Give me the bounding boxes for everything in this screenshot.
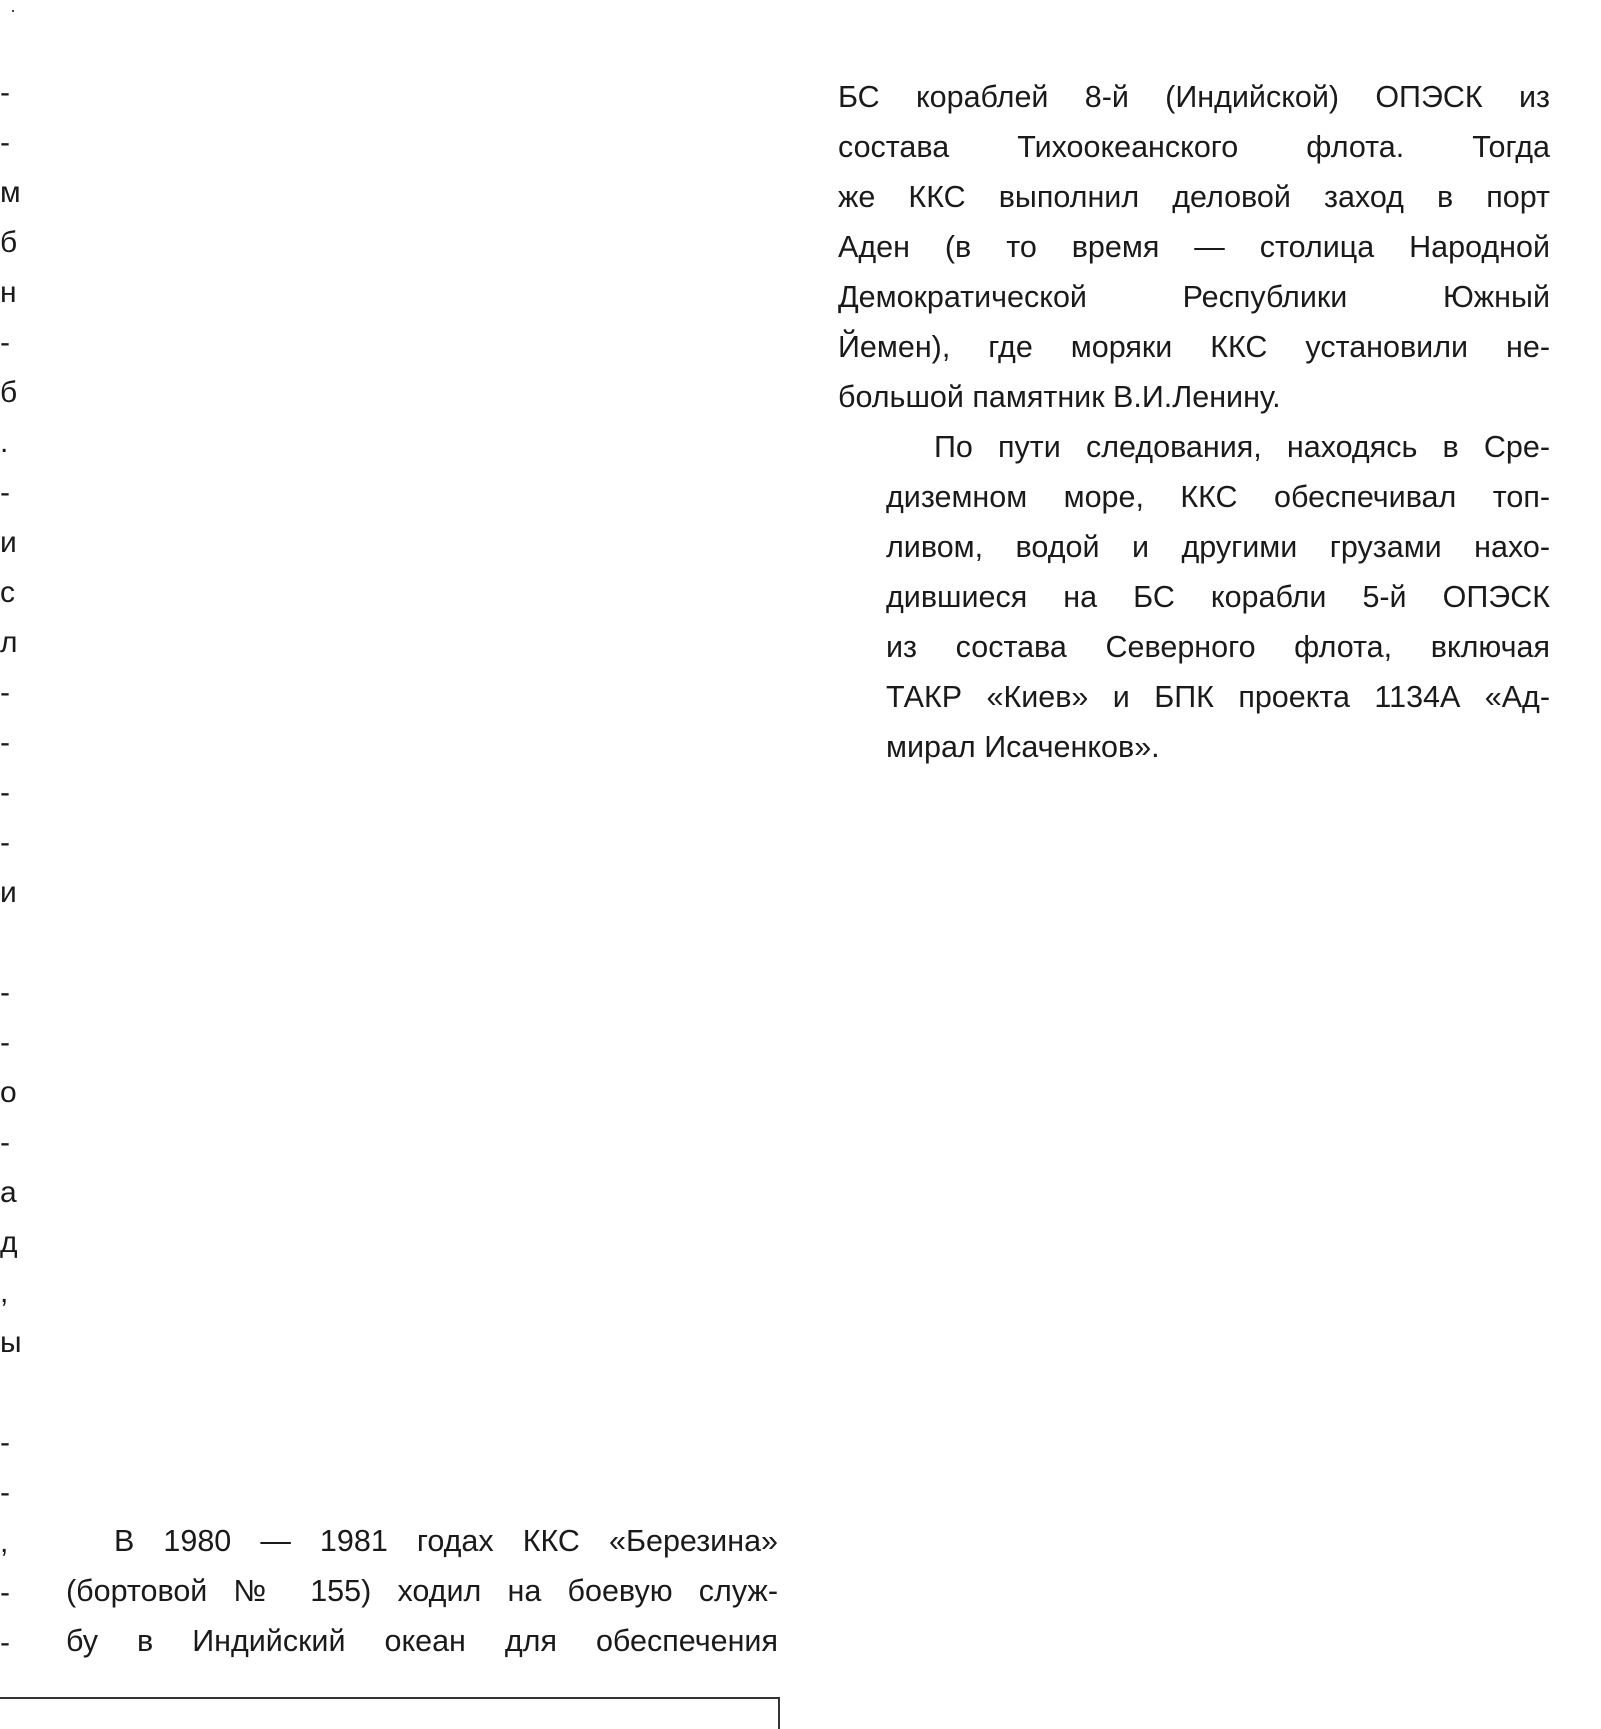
- right-text-column: [838, 72, 1550, 772]
- left-edge-fragment: -: [0, 76, 10, 109]
- left-edge-fragment: -: [0, 1126, 10, 1159]
- left-edge-fragment: а: [0, 1176, 17, 1209]
- left-edge-fragment: б: [0, 376, 18, 409]
- left-edge-fragment: -: [0, 476, 10, 509]
- left-edge-fragment: ,: [0, 1276, 9, 1309]
- left-edge-fragment: -: [0, 976, 10, 1009]
- left-edge-fragment: н: [0, 276, 17, 309]
- text-line: Йемен), где моряки ККС установили не-: [838, 330, 1550, 364]
- left-edge-fragment: -: [0, 826, 10, 859]
- left-edge-fragment: ы: [0, 1326, 22, 1359]
- text-line: Демократической Республики Южный: [838, 280, 1550, 314]
- text-line: БС кораблей 8-й (Индийской) ОПЭСК из: [838, 80, 1550, 114]
- text-line: По пути следования, находясь в Сре-: [934, 430, 1550, 464]
- text-line: Аден (в то время — столица Народной: [838, 230, 1550, 264]
- left-edge-fragment: -: [0, 1026, 10, 1059]
- text-line: (бортовой № 155) ходил на боевую служ-: [66, 1574, 778, 1608]
- text-line: В 1980 — 1981 годах ККС «Березина»: [114, 1524, 778, 1558]
- paragraph-aden-visit: [838, 72, 1550, 422]
- left-edge-fragment: -: [0, 1476, 10, 1509]
- left-edge-fragment: и: [0, 526, 17, 559]
- text-line: дившиеся на БС корабли 5-й ОПЭСК: [886, 580, 1550, 614]
- left-edge-fragment: -: [0, 676, 10, 709]
- text-line: диземном море, ККС обеспечивал топ-: [886, 480, 1550, 514]
- left-edge-fragment: -: [0, 1626, 10, 1659]
- left-edge-fragment: -: [0, 1426, 10, 1459]
- bottom-frame-border: [0, 1697, 780, 1729]
- left-edge-fragment: л: [0, 626, 18, 659]
- text-line: же ККС выполнил деловой заход в порт: [838, 180, 1550, 214]
- left-edge-fragment: ,: [0, 1526, 9, 1559]
- text-line: ливом, водой и другими грузами нахо-: [886, 530, 1550, 564]
- text-line: мирал Исаченков».: [886, 730, 1160, 764]
- text-line: ТАКР «Киев» и БПК проекта 1134А «Ад-: [886, 680, 1550, 714]
- left-edge-fragment: -: [0, 726, 10, 759]
- paragraph-mediterranean: [838, 422, 1550, 772]
- left-edge-fragment: д: [0, 1226, 18, 1259]
- left-edge-fragment: о: [0, 1076, 17, 1109]
- text-line: большой памятник В.И.Ленину.: [838, 380, 1281, 414]
- left-text-column-bottom: [66, 1516, 778, 1666]
- left-edge-fragment: и: [0, 876, 17, 909]
- left-edge-fragment: -: [0, 776, 10, 809]
- text-line: бу в Индийский океан для обеспечения: [66, 1624, 778, 1658]
- left-edge-fragment: .: [0, 426, 9, 459]
- left-edge-fragment: -: [0, 326, 10, 359]
- left-edge-fragment: б: [0, 226, 18, 259]
- left-edge-fragment: с: [0, 576, 15, 609]
- page-speck: [12, 10, 14, 12]
- left-edge-fragment: м: [0, 176, 21, 209]
- left-edge-fragment: -: [0, 126, 10, 159]
- text-line: состава Тихоокеанского флота. Тогда: [838, 130, 1550, 164]
- text-line: из состава Северного флота, включая: [886, 630, 1550, 664]
- left-edge-fragment: -: [0, 1576, 10, 1609]
